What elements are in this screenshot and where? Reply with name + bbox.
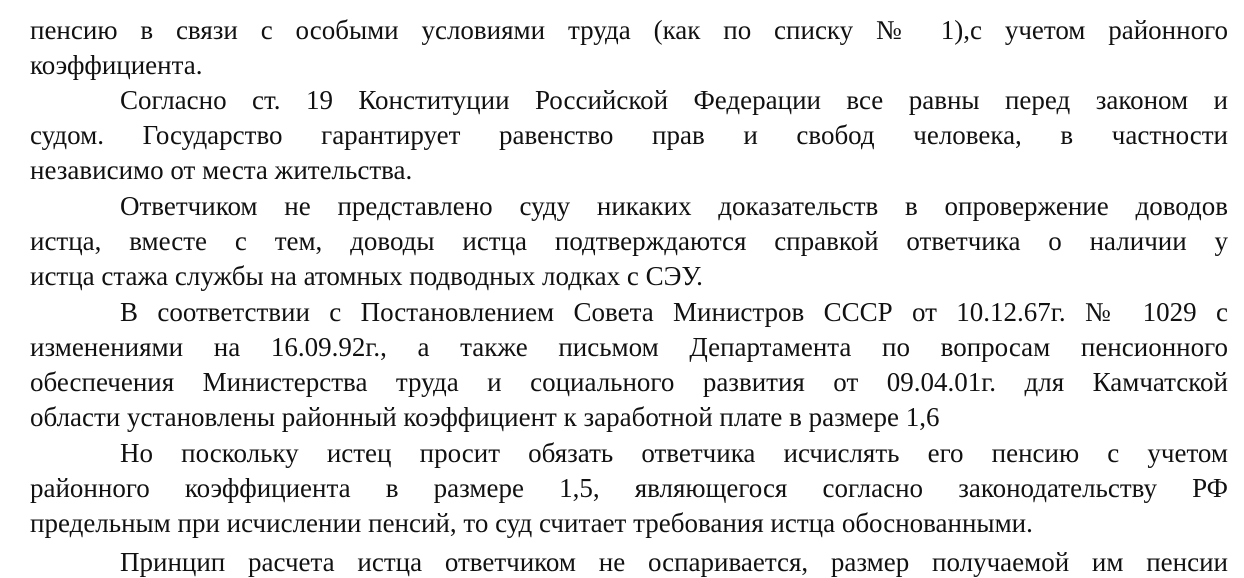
paragraph-line: изменениями на 16.09.92г., а также письмом Департамента по вопросам пенсионного xyxy=(30,332,1228,362)
paragraph-line: пенсию в связи с особыми условиями труда (как по списку № 1),с учетом районного xyxy=(30,15,1228,45)
paragraph-line: истца, вместе с тем, доводы истца подтверждаются справкой ответчика о наличии у xyxy=(30,226,1228,256)
paragraph-line: судом. Государство гарантирует равенство прав и свобод человека, в частности xyxy=(30,120,1228,150)
paragraph-line: независимо от места жительства. xyxy=(30,155,413,185)
paragraph-line: районного коэффициента в размере 1,5, являющегося согласно законодательству РФ xyxy=(30,473,1228,503)
paragraph-line: коэффициента. xyxy=(30,50,203,80)
paragraph-line: Но поскольку истец просит обязать ответчика исчислять его пенсию с учетом xyxy=(120,438,1228,468)
paragraph-line: Согласно ст. 19 Конституции Российской Федерации все равны перед законом и xyxy=(120,85,1228,115)
paragraph-line: предельным при исчислении пенсий, то суд считает требования истца обоснованными. xyxy=(30,508,1033,538)
paragraph-line: обеспечения Министерства труда и социального развития от 09.04.01г. для Камчатской xyxy=(30,367,1228,397)
paragraph-line: Принцип расчета истца ответчиком не оспаривается, размер получаемой им пенсии xyxy=(120,547,1228,577)
paragraph-line: Ответчиком не представлено суду никаких доказательств в опровержение доводов xyxy=(120,191,1228,221)
paragraph-line: В соответствии с Постановлением Совета Министров СССР от 10.12.67г. № 1029 с xyxy=(120,297,1228,327)
paragraph-line: истца стажа службы на атомных подводных лодках с СЭУ. xyxy=(30,261,703,291)
paragraph-line: области установлены районный коэффициент к заработной плате в размере 1,6 xyxy=(30,402,940,432)
